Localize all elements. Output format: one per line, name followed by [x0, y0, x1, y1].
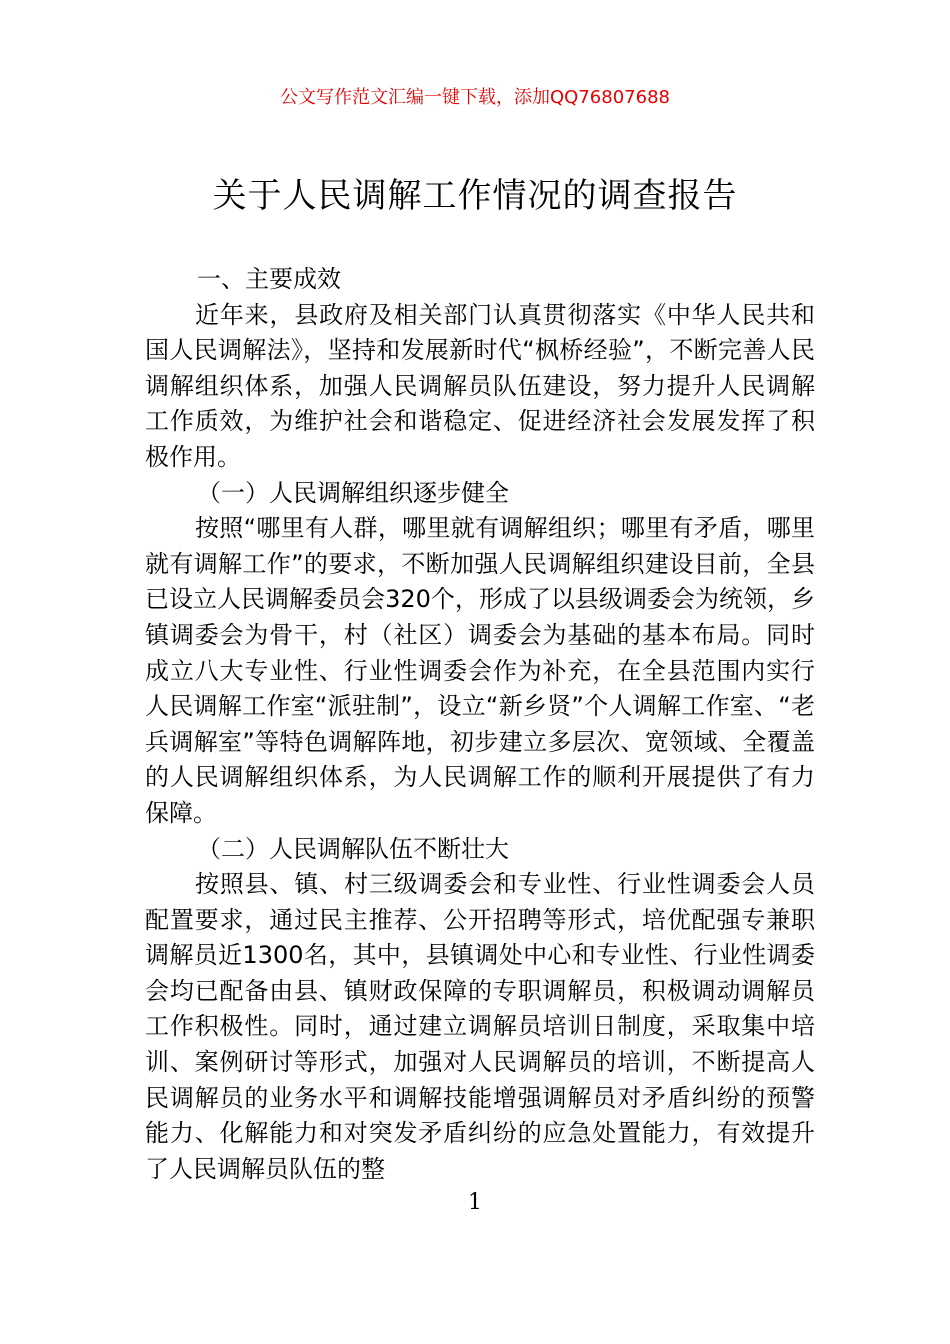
subsection-heading-team: （二）人民调解队伍不断壮大 [197, 834, 509, 863]
document-title: 关于人民调解工作情况的调查报告 [212, 176, 738, 216]
document-body [145, 262, 815, 1187]
subsection-heading-organization: （一）人民调解组织逐步健全 [197, 478, 509, 507]
team-paragraph: 按照县、镇、村三级调委会和专业性、行业性调委会人员配置要求，通过民主推荐、公开招聘等形式，培优配强专兼职调解员近1300名，其中，县镇调处中心和专业性、行业性调委会均已配备由县、镇财政保障的专职调解员，积极调动调解员工作积极性。同时，通过建立调解员培训日制度，采取集中培训、案例研讨等形式，加强对人民调解员的培训，不断提高人民调解员的业务水平和调解技能增强调解员对矛盾纠纷的预警能力、化解能力和对突发矛盾纠纷的应急处置能力，有效提升了人民调解员队伍的整 [145, 870, 815, 1183]
organization-paragraph: 按照“哪里有人群，哪里就有调解组织；哪里有矛盾，哪里就有调解工作”的要求，不断加强人民调解组织建设目前，全县已设立人民调解委员会320个，形成了以县级调委会为统领，乡镇调委会为骨干，村（社区）调委会为基础的基本布局。同时成立八大专业性、行业性调委会作为补充，在全县范围内实行人民调解工作室“派驻制”，设立“新乡贤”个人调解工作室、“老兵调解室”等特色调解阵地，初步建立多层次、宽领域、全覆盖的人民调解组织体系，为人民调解工作的顺利开展提供了有力保障。 [145, 514, 815, 827]
section-heading-main-results: 一、主要成效 [197, 265, 341, 293]
page-number: 1 [468, 1190, 482, 1215]
download-notice: 公文写作范文汇编一键下载，添加QQ76807688 [280, 87, 670, 108]
intro-paragraph: 近年来，县政府及相关部门认真贯彻落实《中华人民共和国人民调解法》，坚持和发展新时代“枫桥经验”，不断完善人民调解组织体系，加强人民调解员队伍建设，努力提升人民调解工作质效，为维护社会和谐稳定、促进经济社会发展发挥了积极作用。 [145, 300, 815, 471]
